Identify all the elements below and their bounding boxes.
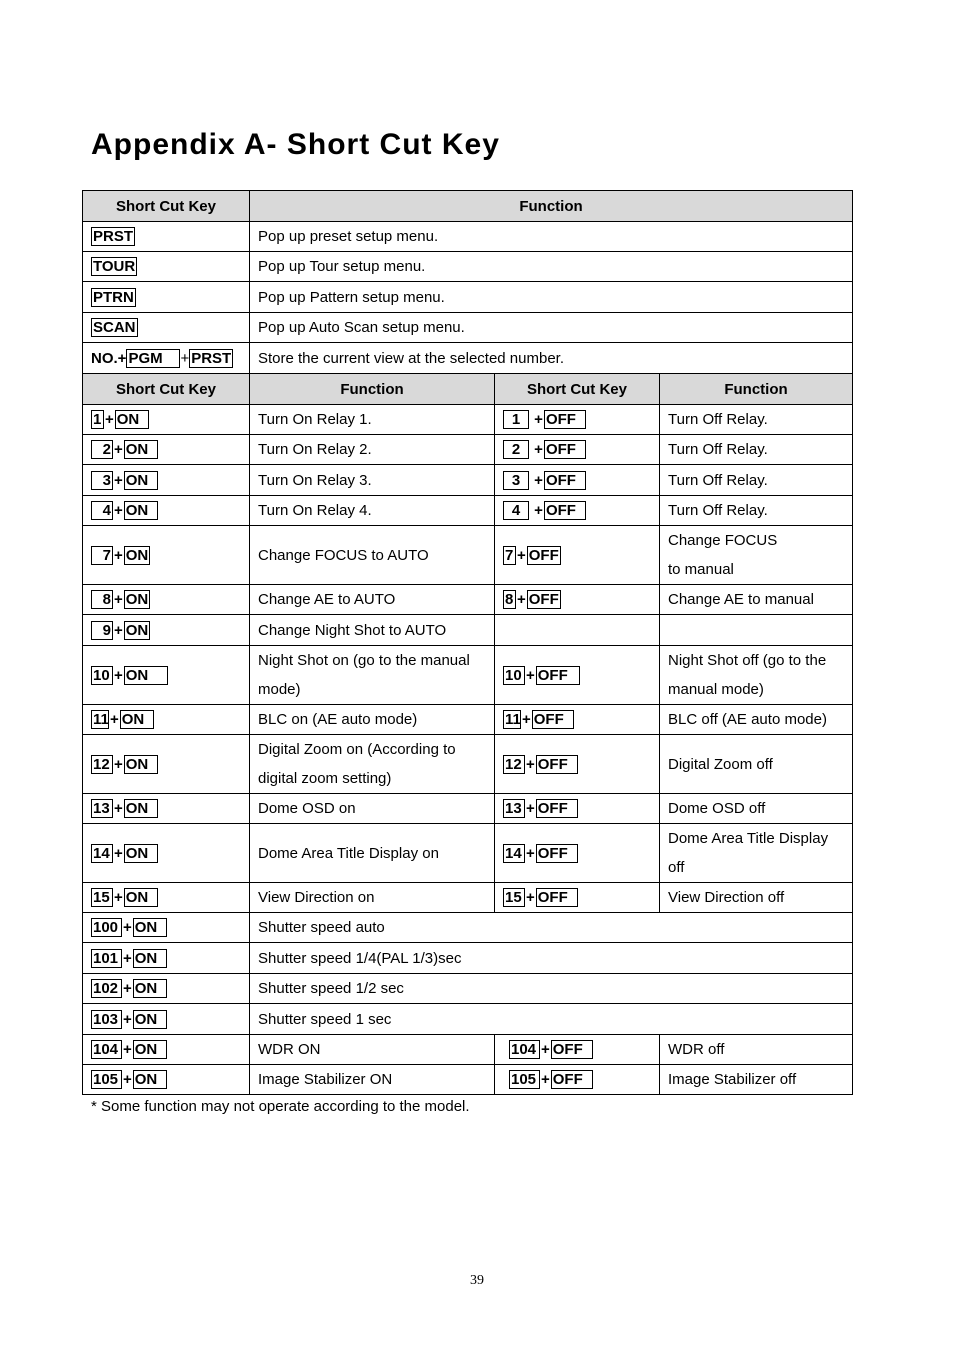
on-key-cell [83,883,250,913]
function-cell: Image Stabilizer off [660,1065,853,1095]
key-box: 4 [503,501,529,520]
function-line: Night Shot on (go to the manual [258,652,470,669]
key-box: 1 [503,410,529,429]
function-line: mode) [258,681,301,698]
table-row [83,282,853,313]
key-box: 102 [91,979,122,998]
table-row [83,313,853,343]
key-box: 10 [503,666,525,685]
table-row [83,585,853,615]
empty-cell [660,615,853,646]
key-plus: + [114,844,123,862]
key-box: 104 [91,1040,122,1059]
key-box: PRST [191,349,232,367]
function-line: manual mode) [668,681,764,698]
key-box: 13 [91,799,113,818]
key-box: 101 [91,949,122,968]
on-key-cell [83,615,250,646]
header-shortcut-key: Short Cut Key [83,191,250,222]
off-key-cell [495,794,660,824]
function-cell: Turn On Relay 2. [250,435,495,465]
function-cell: Turn Off Relay. [660,496,853,526]
key-box: OFF [536,755,578,774]
table-header-row [83,191,853,222]
on-key-cell [83,496,250,526]
key-box: OFF [544,471,586,490]
key-box: 9 [91,621,113,640]
key-box: OFF [528,591,559,608]
shortcut-key-cell [83,313,250,343]
key-box: OFF [536,799,578,818]
key-plus: + [534,502,543,519]
key-plus: + [114,471,123,489]
key-box: TOUR [93,258,136,275]
key-plus: + [123,1010,132,1028]
function-cell: WDR ON [250,1035,495,1065]
table-row [83,943,853,974]
off-key-cell [495,735,660,794]
key-plus: + [526,666,535,684]
key-box: ON [124,440,158,459]
key-plus: + [526,755,535,773]
off-key-cell [495,1035,660,1065]
off-key-cell [495,1065,660,1095]
function-cell: BLC on (AE auto mode) [250,705,495,735]
key-plus: + [534,411,543,428]
off-key-cell [495,496,660,526]
on-key-cell [83,913,250,943]
key-box: ON [124,888,158,907]
key-plus: + [114,755,123,773]
key-plus: + [114,800,123,817]
table-row [83,824,853,883]
key-box: ON [124,755,158,774]
function-line: to manual [668,561,734,578]
key-box: ON [133,949,167,968]
empty-cell [495,615,660,646]
function-cell: Store the current view at the selected number. [250,343,853,374]
key-box: OFF [551,1040,593,1059]
function-line: Digital Zoom on (According to [258,741,456,758]
key-plus: + [541,1041,550,1058]
key-plus: + [105,411,114,428]
function-cell: Pop up preset setup menu. [250,222,853,252]
table-row [83,465,853,496]
key-plus: + [123,1071,132,1088]
key-plus: + [114,889,123,906]
key-plus: + [123,1041,132,1058]
function-cell: Change FOCUS to AUTO [250,526,495,585]
function-cell [250,646,495,705]
key-box: ON [124,844,158,863]
function-cell: Turn On Relay 4. [250,496,495,526]
on-key-cell [83,1065,250,1095]
function-line: digital zoom setting) [258,770,392,787]
function-cell: Shutter speed 1/4(PAL 1/3)sec [250,943,853,974]
key-box: 8 [91,590,113,609]
on-key-cell [83,405,250,435]
key-box: 104 [509,1040,540,1059]
key-box: 12 [91,755,113,774]
off-key-cell [495,585,660,615]
key-plus: + [534,471,543,489]
key-box: 7 [91,546,113,565]
key-box: OFF [536,844,578,863]
table-row [83,615,853,646]
function-cell: Shutter speed 1/2 sec [250,974,853,1004]
key-box: 11 [505,711,521,728]
key-box: ON [115,410,149,429]
shortcut-key-cell [83,343,250,374]
key-box: 13 [503,799,525,818]
function-cell: BLC off (AE auto mode) [660,705,853,735]
function-cell: Turn Off Relay. [660,465,853,496]
shortcut-key-cell [83,282,250,313]
key-box: ON [133,1010,167,1029]
key-box: OFF [544,501,586,520]
key-plus: + [123,949,132,967]
key-box: OFF [551,1070,593,1089]
off-key-cell [495,465,660,496]
key-box: ON [133,1070,167,1089]
key-plus: + [541,1071,550,1088]
header-function: Function [660,374,853,405]
table-row [83,252,853,282]
key-plus: + [517,591,526,608]
key-plus: + [123,919,132,936]
key-box: OFF [528,546,559,564]
shortcut-key-table [82,190,853,1095]
table-row [83,405,853,435]
function-cell [660,824,853,883]
key-box: OFF [536,888,578,907]
key-plus: + [114,441,123,458]
key-box: ON [125,591,149,608]
function-line: Dome Area Title Display [668,830,829,847]
function-cell: Pop up Tour setup menu. [250,252,853,282]
function-cell: Shutter speed auto [250,913,853,943]
footnote: * Some function may not operate according to the model. [91,1098,470,1115]
function-cell: Turn On Relay 3. [250,465,495,496]
on-key-cell [83,465,250,496]
key-box: 105 [509,1070,540,1089]
shortcut-key-cell [83,252,250,282]
table-row [83,222,853,252]
key-box: PRST [93,228,134,245]
function-cell [660,646,853,705]
table-row [83,913,853,943]
table-row [83,1035,853,1065]
shortcut-key-cell [83,222,250,252]
key-plus: + [114,546,123,564]
key-box: 12 [503,755,525,774]
function-cell: View Direction off [660,883,853,913]
key-plus: + [534,441,543,458]
key-box: 2 [503,440,529,459]
function-line: Change FOCUS [668,532,778,549]
function-cell: Digital Zoom off [660,735,853,794]
on-key-cell [83,1004,250,1035]
page-number: 39 [470,1273,484,1288]
on-key-cell [83,974,250,1004]
key-box: ON [124,666,168,685]
function-cell: Pop up Pattern setup menu. [250,282,853,313]
key-box: 100 [91,918,122,937]
on-key-cell [83,794,250,824]
key-box: 4 [91,501,113,520]
key-prefix: NO.+ [91,349,127,367]
key-box: 14 [91,844,113,863]
key-box: ON [133,1040,167,1059]
key-plus: + [526,844,535,862]
key-box: ON [133,918,167,937]
key-box: ON [120,710,154,729]
table-row [83,735,853,794]
function-cell: Turn Off Relay. [660,405,853,435]
key-box: 15 [503,888,525,907]
key-box: ON [125,621,149,639]
table-header-row [83,374,853,405]
function-cell: Dome OSD off [660,794,853,824]
header-function: Function [250,191,853,222]
off-key-cell [495,435,660,465]
key-box: ON [133,979,167,998]
function-cell: Change Night Shot to AUTO [250,615,495,646]
table-row [83,343,853,374]
key-plus: + [526,800,535,817]
key-box: ON [124,501,158,520]
table-row [83,1065,853,1095]
function-cell: Shutter speed 1 sec [250,1004,853,1035]
key-box: 3 [91,471,113,490]
key-box: ON [124,799,158,818]
function-cell: WDR off [660,1035,853,1065]
key-box: 8 [503,590,516,609]
key-plus: + [114,591,123,608]
table-row [83,974,853,1004]
off-key-cell [495,526,660,585]
function-line: Night Shot off (go to the [668,652,827,669]
on-key-cell [83,435,250,465]
key-plus: + [522,711,531,728]
key-box: ON [125,546,149,564]
header-function: Function [250,374,495,405]
key-box: OFF [532,710,574,729]
key-box: 7 [503,546,516,565]
on-key-cell [83,646,250,705]
off-key-cell [495,405,660,435]
on-key-cell [83,1035,250,1065]
key-box: 103 [91,1010,122,1029]
key-box: PGM [126,349,180,368]
off-key-cell [495,883,660,913]
key-plus: + [180,349,190,367]
function-cell: Change AE to manual [660,585,853,615]
key-box: 1 [91,410,104,429]
key-box: OFF [544,440,586,459]
key-box: SCAN [93,319,136,336]
off-key-cell [495,705,660,735]
header-shortcut-key: Short Cut Key [83,374,250,405]
key-plus: + [114,666,123,684]
key-box: OFF [544,410,586,429]
function-cell: Dome Area Title Display on [250,824,495,883]
table-row [83,646,853,705]
table-row [83,883,853,913]
on-key-cell [83,735,250,794]
on-key-cell [83,824,250,883]
table-row [83,705,853,735]
key-plus: + [114,621,123,639]
off-key-cell [495,646,660,705]
key-box: ON [124,471,158,490]
function-line: off [668,859,685,876]
off-key-cell [495,824,660,883]
key-box: 11 [93,711,109,728]
table-row [83,526,853,585]
key-box: 15 [91,888,113,907]
key-box: 2 [91,440,113,459]
function-cell: Dome OSD on [250,794,495,824]
header-shortcut-key: Short Cut Key [495,374,660,405]
key-plus: + [123,980,132,997]
key-plus: + [110,711,119,728]
function-cell [660,526,853,585]
key-box: 3 [503,471,529,490]
function-cell [250,735,495,794]
key-box: 10 [91,666,113,685]
on-key-cell [83,585,250,615]
function-cell: Pop up Auto Scan setup menu. [250,313,853,343]
on-key-cell [83,705,250,735]
function-cell: Image Stabilizer ON [250,1065,495,1095]
key-plus: + [517,546,526,564]
on-key-cell [83,943,250,974]
function-cell: Change AE to AUTO [250,585,495,615]
page-title: Appendix A- Short Cut Key [91,128,500,161]
function-cell: Turn Off Relay. [660,435,853,465]
function-cell: View Direction on [250,883,495,913]
table-row [83,435,853,465]
table-row [83,496,853,526]
key-box: OFF [536,666,580,685]
key-plus: + [526,889,535,906]
table-row [83,794,853,824]
key-box: 105 [91,1070,122,1089]
function-cell: Turn On Relay 1. [250,405,495,435]
key-plus: + [114,502,123,519]
table-row [83,1004,853,1035]
on-key-cell [83,526,250,585]
key-box: 14 [503,844,525,863]
key-box: PTRN [93,288,134,306]
